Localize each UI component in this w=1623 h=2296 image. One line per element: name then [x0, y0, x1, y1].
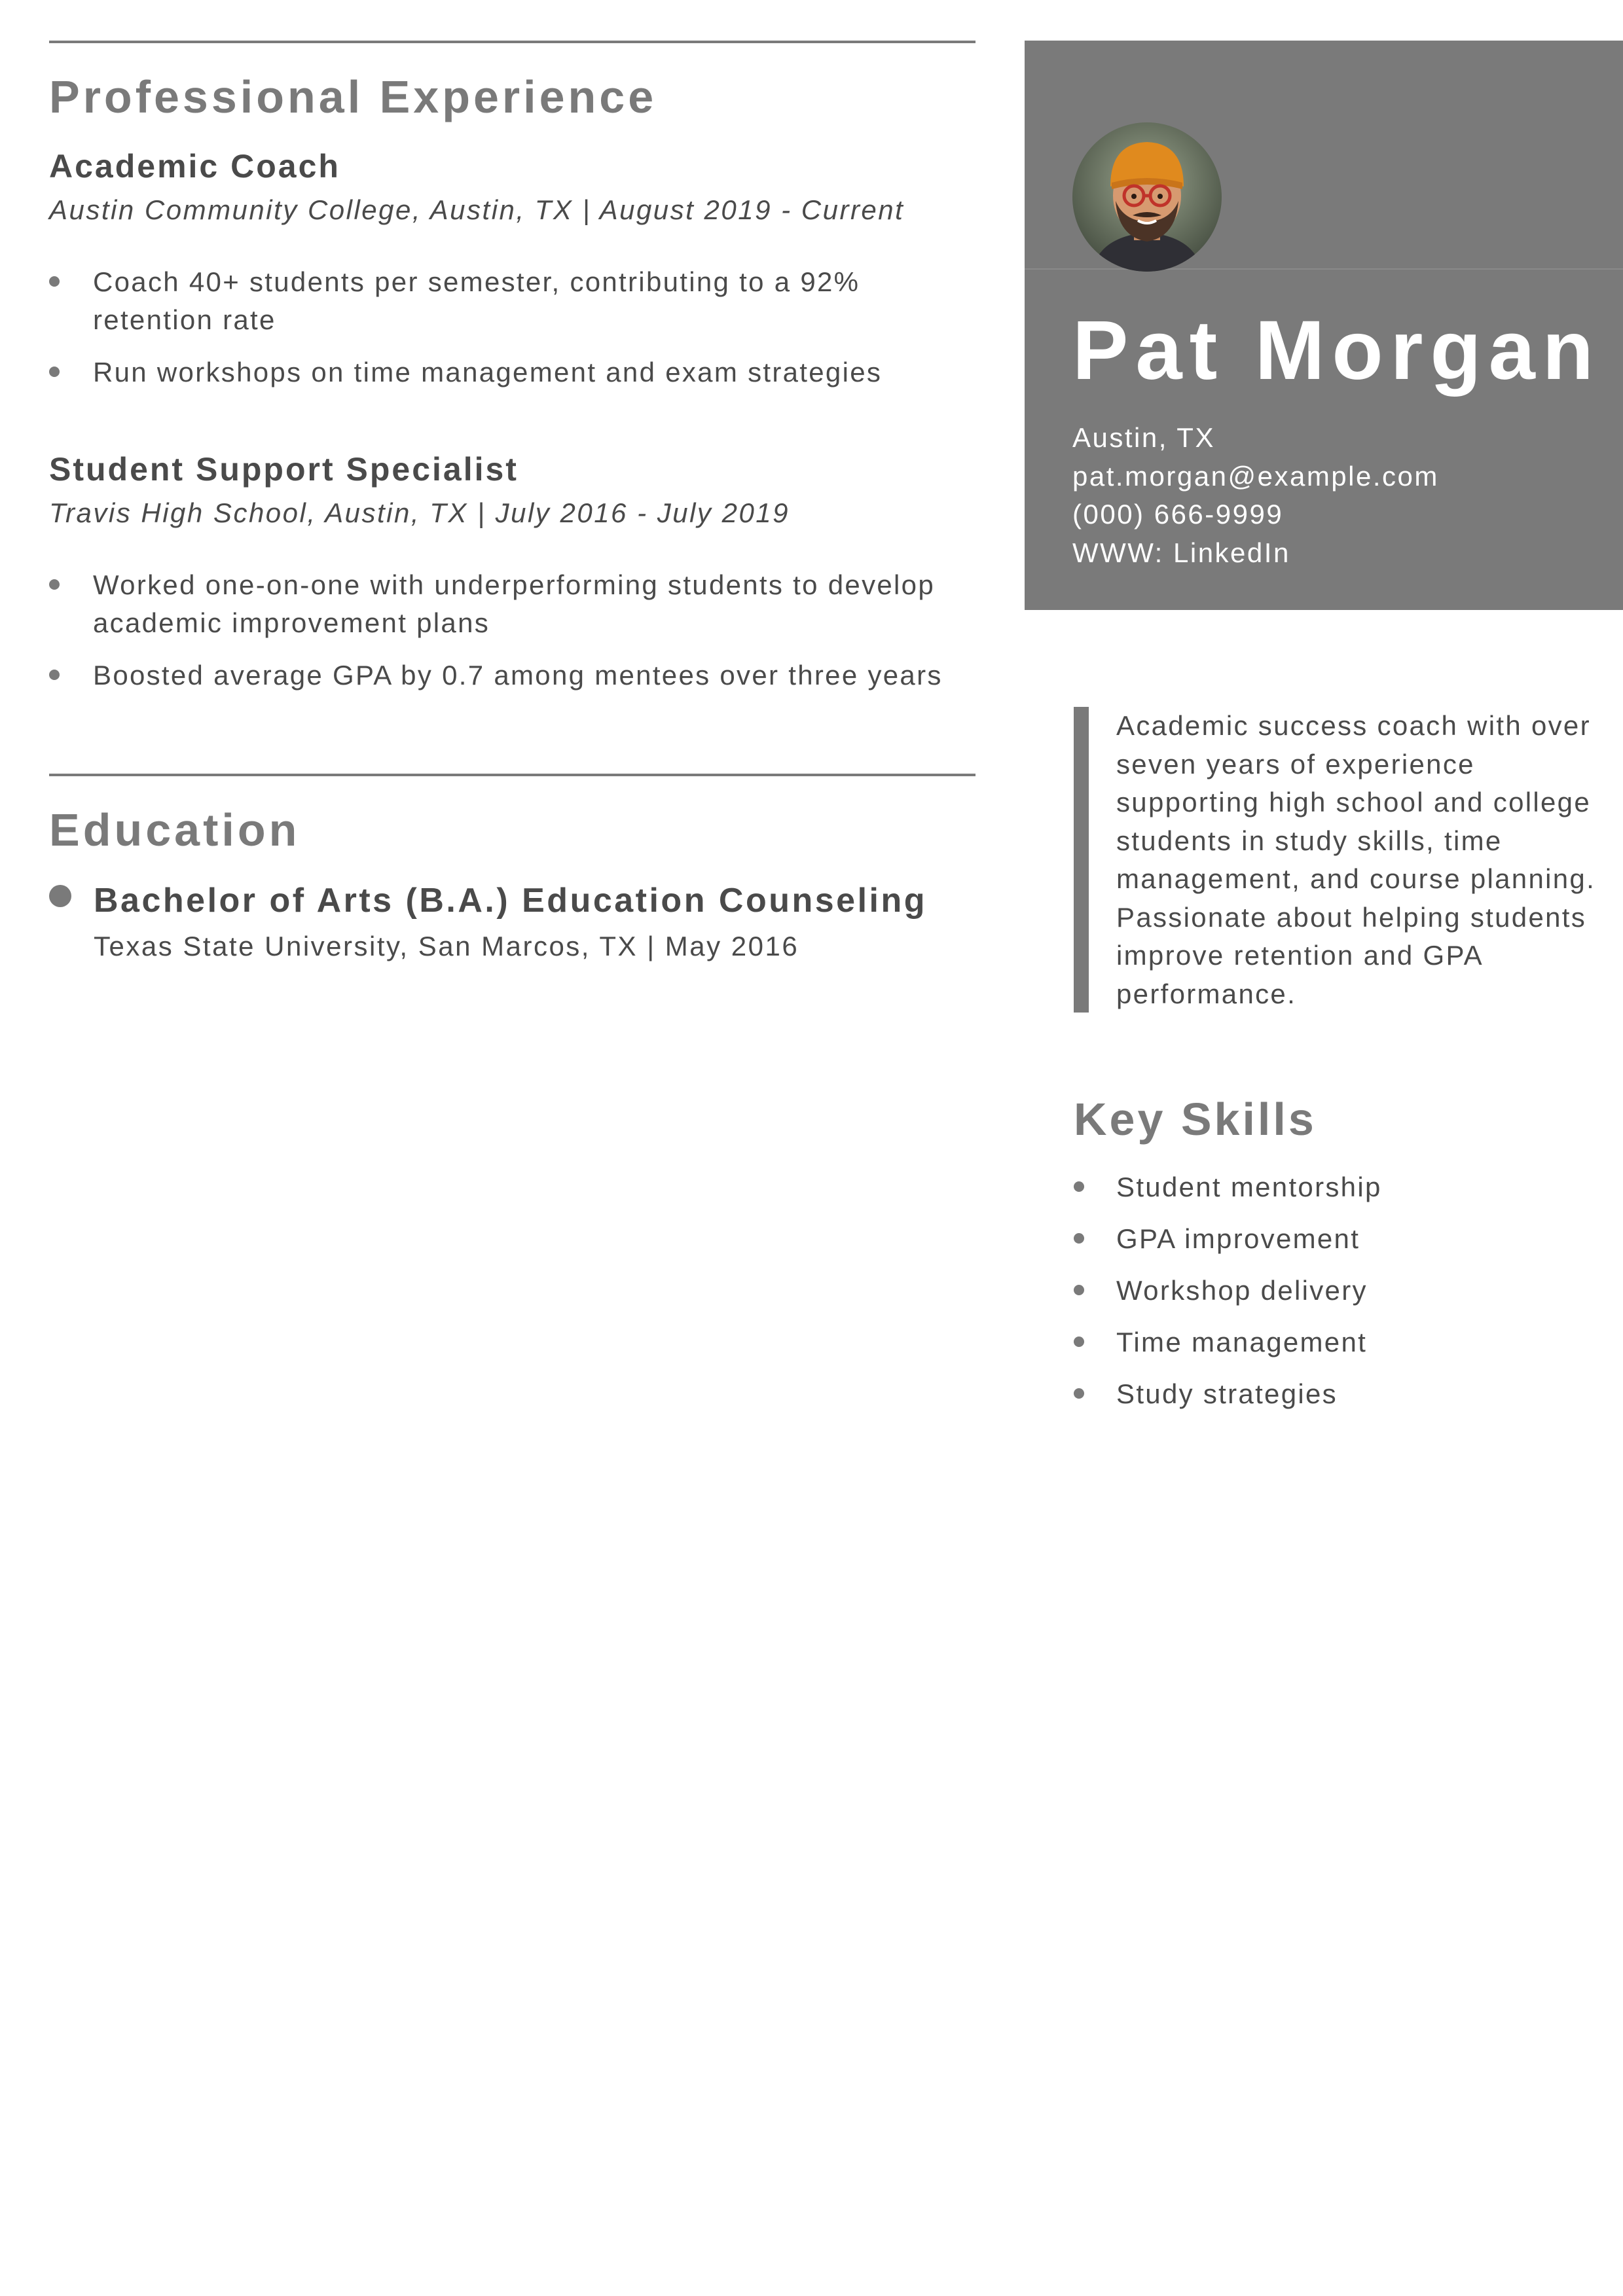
list-item: Run workshops on time management and exam strategies [49, 353, 976, 391]
degree-title: Bachelor of Arts (B.A.) Education Counseling [94, 882, 928, 920]
degree-meta: Texas State University, San Marcos, TX | May 2016 [94, 931, 799, 961]
header-panel [1025, 41, 1623, 610]
job-bullets [49, 566, 976, 709]
contact-website[interactable]: WWW: LinkedIn [1072, 537, 1290, 568]
list-item: Coach 40+ students per semester, contributing to a 92% retention rate [49, 263, 976, 339]
bullet-icon [49, 885, 71, 907]
summary-accent-bar [1074, 707, 1089, 1013]
list-item: Time management [1074, 1323, 1597, 1361]
list-item: Study strategies [1074, 1375, 1597, 1413]
job-meta: Austin Community College, Austin, TX | August 2019 - Current [49, 194, 905, 225]
candidate-name: Pat Morgan [1072, 304, 1601, 397]
job-bullets [49, 263, 976, 406]
list-item: Workshop delivery [1074, 1272, 1597, 1310]
job-title: Student Support Specialist [49, 451, 519, 488]
section-divider [49, 774, 976, 776]
skills-list [1074, 1168, 1597, 1427]
section-divider [49, 41, 976, 43]
contact-info [1072, 419, 1439, 572]
contact-phone: (000) 666-9999 [1072, 499, 1284, 529]
experience-heading: Professional Experience [49, 71, 657, 122]
contact-email[interactable]: pat.morgan@example.com [1072, 460, 1439, 492]
list-item: GPA improvement [1074, 1220, 1597, 1258]
job-meta: Travis High School, Austin, TX | July 2016 - July 2019 [49, 497, 790, 528]
contact-location: Austin, TX [1072, 422, 1215, 453]
education-heading: Education [49, 804, 301, 855]
avatar [1072, 122, 1222, 272]
list-item: Student mentorship [1074, 1168, 1597, 1206]
header-divider [1025, 268, 1623, 270]
skills-heading: Key Skills [1074, 1094, 1317, 1145]
profile-summary: Academic success coach with over seven years of experience supporting high school and college students in study skills, time management, and course planning. Passionate about helping students improve retention and GPA performance. [1116, 710, 1596, 1009]
list-item: Boosted average GPA by 0.7 among mentees over three years [49, 656, 976, 694]
list-item: Worked one-on-one with underperforming students to develop academic improvement plans [49, 566, 976, 642]
job-title: Academic Coach [49, 148, 340, 185]
